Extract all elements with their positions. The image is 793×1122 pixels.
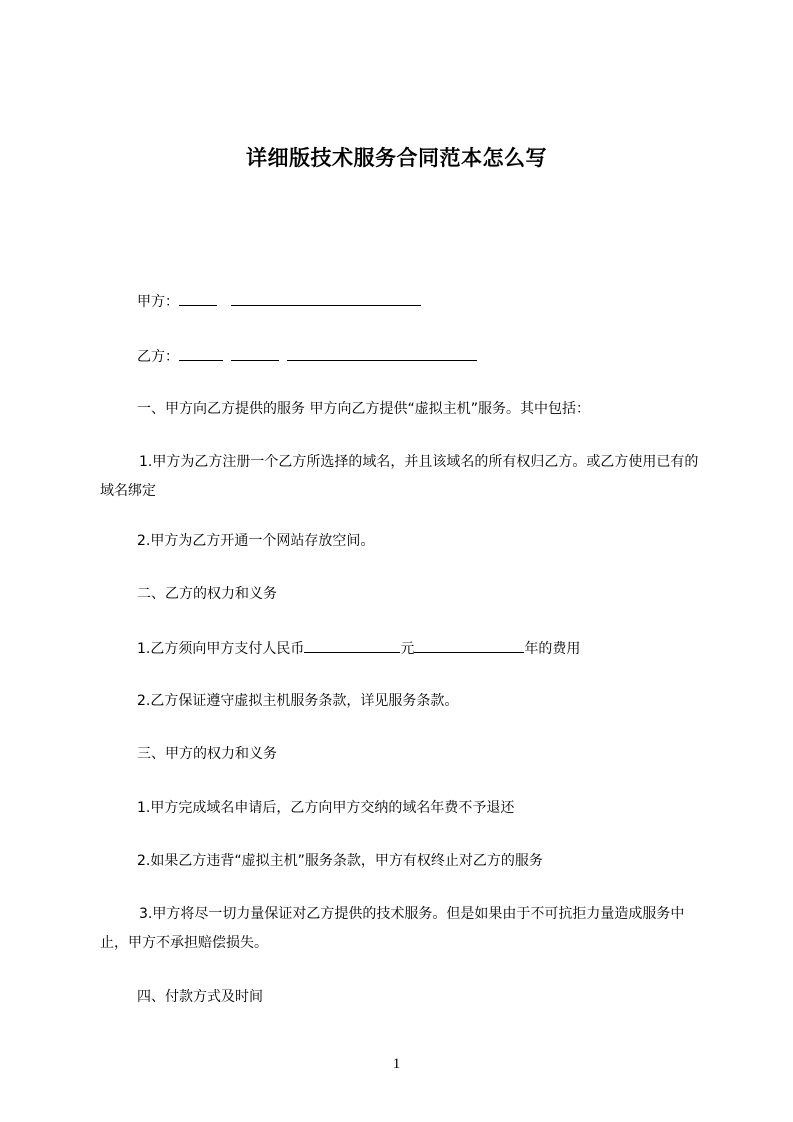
- section-3-item-1: 1.甲方完成域名申请后，乙方向甲方交纳的域名年费不予退还: [137, 800, 515, 816]
- section-1-heading: 一、甲方向乙方提供的服务 甲方向乙方提供“虚拟主机”服务。其中包括：: [137, 401, 590, 417]
- page-number: 1: [392, 1056, 401, 1072]
- section-3-item-3: 3.甲方将尽一切力量保证对乙方提供的技术服务。但是如果由于不可抗拒力量造成服务中止，甲方不承担赔偿损失。: [100, 906, 685, 951]
- document-title: 详细版技术服务合同范本怎么写: [246, 146, 547, 170]
- party-a-line: [137, 291, 421, 312]
- section-1-item-2: 2.甲方为乙方开通一个网站存放空间。: [137, 533, 375, 549]
- section-3-item-2: 2.如果乙方违背“虚拟主机”服务条款，甲方有权终止对乙方的服务: [137, 853, 543, 869]
- party-b-blank-2: [231, 346, 279, 361]
- party-a-blank-2: [231, 291, 421, 306]
- party-b-line: [137, 346, 477, 367]
- party-b-blank-3: [287, 346, 477, 361]
- years-blank: [414, 638, 524, 653]
- amount-blank: [304, 638, 400, 653]
- section-4-heading: 四、付款方式及时间: [137, 989, 263, 1005]
- payment-text-c: 年的费用: [524, 641, 581, 657]
- section-2-item-2: 2.乙方保证遵守虚拟主机服务条款，详见服务条款。: [137, 693, 459, 709]
- section-2-item-1: [137, 638, 580, 659]
- section-1-item-1: 1.甲方为乙方注册一个乙方所选择的域名，并且该域名的所有权归乙方。或乙方使用已有的域名绑定: [100, 454, 699, 499]
- party-a-label: 甲方：: [137, 294, 179, 310]
- section-2-heading: 二、乙方的权力和义务: [137, 586, 277, 602]
- section-3-heading: 三、甲方的权力和义务: [137, 746, 277, 762]
- party-a-blank-1: [179, 291, 217, 306]
- payment-text-a: 1.乙方须向甲方支付人民币: [137, 641, 305, 657]
- payment-text-b: 元: [400, 641, 415, 657]
- party-b-blank-1: [179, 346, 223, 361]
- party-b-label: 乙方：: [137, 349, 179, 365]
